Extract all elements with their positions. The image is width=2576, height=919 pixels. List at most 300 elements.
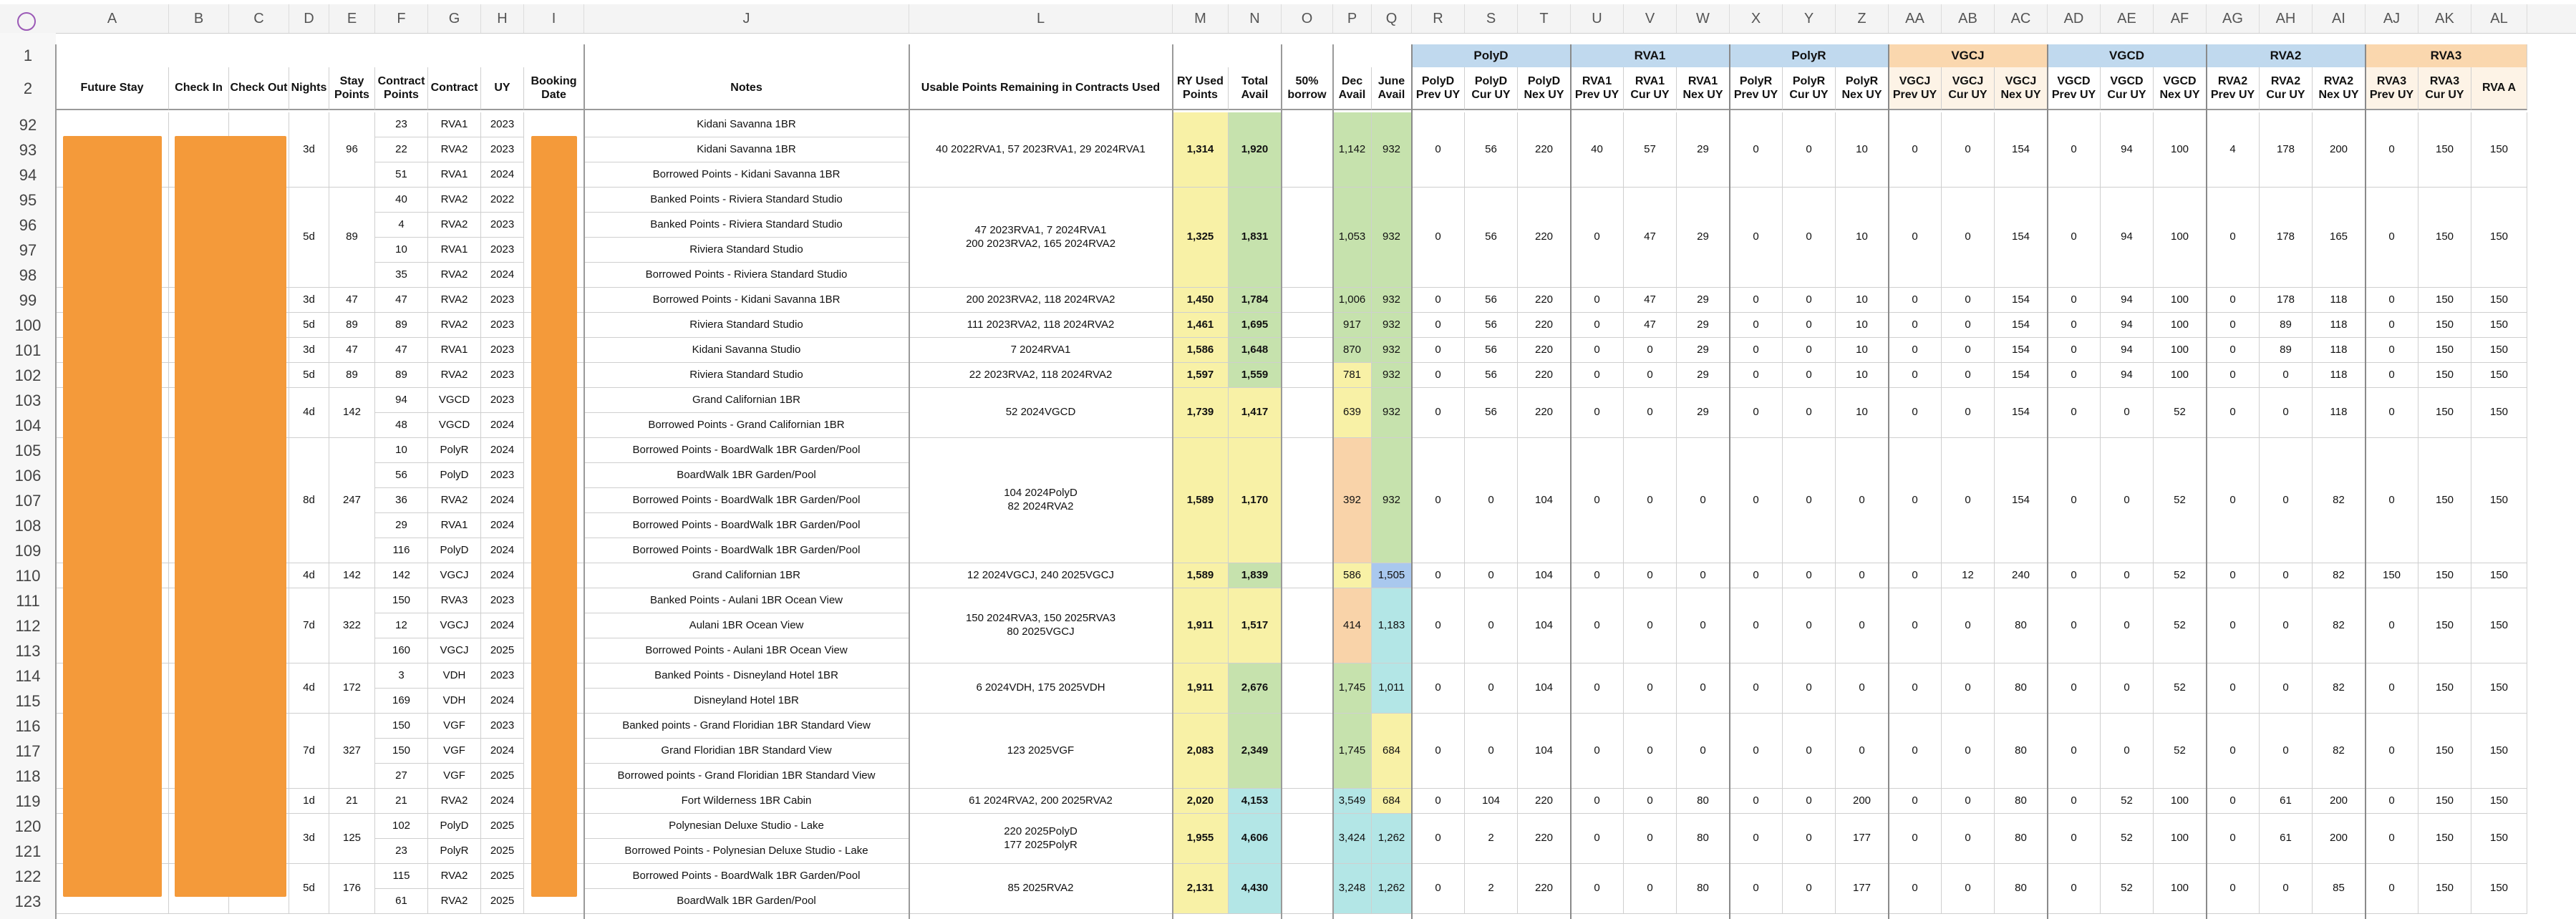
contract-balance-cell[interactable]: 94 [2101, 288, 2154, 313]
contract-balance-cell[interactable]: 0 [1571, 663, 1624, 714]
contract-balance-cell[interactable]: 100 [2154, 814, 2207, 864]
stay-points-cell[interactable]: 142 [329, 563, 375, 588]
contract-balance-cell[interactable]: 82 [2313, 438, 2366, 563]
row-number[interactable]: 121 [14, 842, 42, 860]
contract-balance-cell[interactable]: 104 [1518, 663, 1571, 714]
header-cell[interactable]: VGCD Nex UY [2154, 67, 2207, 110]
header-cell[interactable]: Contract Points [375, 67, 428, 110]
contract-balance-cell[interactable]: 29 [1677, 363, 1730, 388]
column-header[interactable]: X [1730, 4, 1783, 33]
ry-used-points-cell[interactable]: 1,597 [1173, 363, 1229, 388]
column-header[interactable]: AB [1942, 4, 1995, 33]
contract-balance-cell[interactable]: 80 [1995, 588, 2048, 663]
contract-balance-cell[interactable]: 0 [1677, 563, 1730, 588]
borrow-cell[interactable] [1282, 563, 1333, 588]
contract-balance-cell[interactable]: 0 [1889, 789, 1942, 814]
contract-balance-cell[interactable]: 80 [1677, 864, 1730, 914]
uy-cell[interactable]: 2023 [481, 313, 524, 338]
contract-cell[interactable]: PolyR [428, 438, 481, 463]
contract-balance-cell[interactable]: 12 [1942, 563, 1995, 588]
contract-balance-cell[interactable]: 177 [1836, 814, 1889, 864]
contract-balance-cell[interactable]: 118 [2313, 388, 2366, 438]
contract-cell[interactable]: VGCJ [428, 638, 481, 663]
contract-balance-cell[interactable]: 0 [1571, 388, 1624, 438]
header-cell[interactable]: RVA1 Cur UY [1624, 67, 1677, 110]
notes-cell[interactable]: Grand Californian 1BR [584, 563, 909, 588]
june-avail-cell[interactable]: 932 [1372, 338, 1412, 363]
contract-balance-cell[interactable]: 0 [1677, 588, 1730, 663]
dec-avail-cell[interactable]: 3,549 [1333, 789, 1372, 814]
contract-cell[interactable]: VGF [428, 764, 481, 789]
contract-balance-cell[interactable]: 56 [1465, 313, 1518, 338]
contract-balance-cell[interactable]: 0 [2207, 363, 2260, 388]
header-cell[interactable]: PolyR Prev UY [1730, 67, 1783, 110]
contract-points-cell[interactable]: 47 [375, 338, 428, 363]
contract-balance-cell[interactable]: 0 [1942, 864, 1995, 914]
contract-points-cell[interactable]: 36 [375, 488, 428, 513]
contract-balance-cell[interactable]: 150 [2418, 864, 2471, 914]
borrow-cell[interactable] [1282, 789, 1333, 814]
column-header[interactable]: L [909, 4, 1173, 33]
stay-points-cell[interactable]: 47 [329, 288, 375, 313]
contract-balance-cell[interactable]: 0 [1571, 313, 1624, 338]
june-avail-cell[interactable]: 932 [1372, 313, 1412, 338]
usable-points-cell[interactable]: 47 2023RVA1, 7 2024RVA1 200 2023RVA2, 165 2024RVA2 [909, 188, 1173, 288]
contract-points-cell[interactable]: 23 [375, 112, 428, 137]
dec-avail-cell[interactable]: 414 [1333, 588, 1372, 663]
uy-cell[interactable]: 2025 [481, 764, 524, 789]
contract-balance-cell[interactable]: 150 [2418, 388, 2471, 438]
contract-balance-cell[interactable]: 0 [1889, 338, 1942, 363]
row-number[interactable]: 99 [19, 291, 37, 309]
contract-balance-cell[interactable]: 154 [1995, 112, 2048, 188]
contract-balance-cell[interactable]: 94 [2101, 313, 2154, 338]
column-header[interactable]: AK [2418, 4, 2471, 33]
contract-balance-cell[interactable]: 61 [2260, 814, 2313, 864]
total-avail-cell[interactable]: 1,417 [1229, 388, 1282, 438]
uy-cell[interactable]: 2024 [481, 162, 524, 188]
contract-balance-cell[interactable]: 0 [1412, 588, 1465, 663]
contract-balance-cell[interactable]: 94 [2101, 112, 2154, 188]
contract-balance-cell[interactable]: 10 [1836, 112, 1889, 188]
contract-cell[interactable]: RVA2 [428, 213, 481, 238]
contract-balance-cell[interactable]: 154 [1995, 338, 2048, 363]
stay-points-cell[interactable]: 21 [329, 789, 375, 814]
contract-balance-cell[interactable]: 150 [2418, 438, 2471, 563]
contract-balance-cell[interactable]: 0 [2207, 864, 2260, 914]
contract-balance-cell[interactable]: 82 [2313, 663, 2366, 714]
total-avail-cell[interactable]: 1,559 [1229, 363, 1282, 388]
nights-cell[interactable]: 7d [289, 588, 329, 663]
uy-cell[interactable]: 2023 [481, 238, 524, 263]
uy-cell[interactable]: 2024 [481, 438, 524, 463]
contract-balance-cell[interactable]: 0 [2260, 588, 2313, 663]
header-cell[interactable]: Stay Points [329, 67, 375, 110]
contract-balance-cell[interactable]: 0 [1571, 714, 1624, 789]
uy-cell[interactable]: 2023 [481, 714, 524, 739]
contract-balance-cell[interactable]: 150 [2471, 363, 2527, 388]
uy-cell[interactable]: 2025 [481, 839, 524, 864]
contract-balance-cell[interactable]: 52 [2101, 789, 2154, 814]
uy-cell[interactable]: 2024 [481, 538, 524, 563]
column-header[interactable]: S [1465, 4, 1518, 33]
contract-balance-cell[interactable]: 118 [2313, 288, 2366, 313]
header-cell[interactable]: Contract [428, 67, 481, 110]
stay-points-cell[interactable]: 327 [329, 714, 375, 789]
contract-cell[interactable]: RVA2 [428, 263, 481, 288]
total-avail-cell[interactable]: 1,831 [1229, 188, 1282, 288]
contract-balance-cell[interactable]: 0 [2048, 714, 2101, 789]
contract-balance-cell[interactable]: 0 [1730, 864, 1783, 914]
contract-balance-cell[interactable]: 100 [2154, 288, 2207, 313]
row-number[interactable]: 92 [19, 116, 37, 134]
contract-cell[interactable]: VGCD [428, 388, 481, 413]
column-header[interactable]: AH [2260, 4, 2313, 33]
row-number[interactable]: 120 [14, 817, 42, 835]
stay-points-cell[interactable]: 89 [329, 188, 375, 288]
contract-balance-cell[interactable]: 0 [2366, 663, 2418, 714]
contract-balance-cell[interactable]: 10 [1836, 363, 1889, 388]
contract-balance-cell[interactable]: 0 [1942, 112, 1995, 188]
header-cell[interactable]: RVA1 Prev UY [1571, 67, 1624, 110]
dec-avail-cell[interactable]: 1,745 [1333, 663, 1372, 714]
contract-balance-cell[interactable]: 150 [2471, 588, 2527, 663]
contract-balance-cell[interactable]: 0 [1783, 814, 1836, 864]
contract-balance-cell[interactable]: 0 [2207, 563, 2260, 588]
row-number[interactable]: 123 [14, 893, 42, 910]
contract-balance-cell[interactable]: 154 [1995, 363, 2048, 388]
contract-balance-cell[interactable]: 0 [2366, 864, 2418, 914]
contract-points-cell[interactable]: 48 [375, 413, 428, 438]
row-number[interactable]: 115 [15, 692, 41, 710]
notes-cell[interactable]: BoardWalk 1BR Garden/Pool [584, 463, 909, 488]
contract-balance-cell[interactable]: 0 [1465, 438, 1518, 563]
contract-balance-cell[interactable]: 0 [1624, 814, 1677, 864]
stay-points-cell[interactable]: 125 [329, 814, 375, 864]
contract-balance-cell[interactable]: 0 [2260, 663, 2313, 714]
column-header[interactable]: O [1282, 4, 1333, 33]
contract-points-cell[interactable]: 21 [375, 789, 428, 814]
contract-balance-cell[interactable]: 0 [1465, 563, 1518, 588]
notes-cell[interactable]: Banked Points - Disneyland Hotel 1BR [584, 663, 909, 689]
uy-cell[interactable]: 2024 [481, 563, 524, 588]
contract-balance-cell[interactable]: 104 [1518, 563, 1571, 588]
borrow-cell[interactable] [1282, 714, 1333, 789]
contract-balance-cell[interactable]: 0 [1730, 188, 1783, 288]
column-header[interactable]: F [375, 4, 428, 33]
total-avail-cell[interactable]: 1,839 [1229, 563, 1282, 588]
contract-balance-cell[interactable]: 0 [1783, 112, 1836, 188]
header-cell[interactable]: VGCD Cur UY [2101, 67, 2154, 110]
borrow-cell[interactable] [1282, 188, 1333, 288]
contract-balance-cell[interactable]: 0 [1889, 363, 1942, 388]
header-cell[interactable]: VGCJ Nex UY [1995, 67, 2048, 110]
contract-balance-cell[interactable]: 0 [1730, 714, 1783, 789]
contract-balance-cell[interactable]: 0 [1730, 388, 1783, 438]
header-cell[interactable]: 50% borrow [1282, 67, 1333, 110]
contract-balance-cell[interactable]: 154 [1995, 188, 2048, 288]
contract-cell[interactable]: RVA1 [428, 338, 481, 363]
contract-cell[interactable]: PolyD [428, 814, 481, 839]
contract-balance-cell[interactable]: 104 [1465, 789, 1518, 814]
contract-balance-cell[interactable]: 56 [1465, 112, 1518, 188]
dec-avail-cell[interactable]: 1,006 [1333, 288, 1372, 313]
notes-cell[interactable]: Banked Points - Aulani 1BR Ocean View [584, 588, 909, 613]
contract-balance-cell[interactable]: 56 [1465, 188, 1518, 288]
contract-balance-cell[interactable]: 0 [2048, 663, 2101, 714]
contract-balance-cell[interactable]: 47 [1624, 288, 1677, 313]
borrow-cell[interactable] [1282, 313, 1333, 338]
contract-balance-cell[interactable]: 29 [1677, 188, 1730, 288]
contract-balance-cell[interactable]: 82 [2313, 563, 2366, 588]
contract-balance-cell[interactable]: 150 [2471, 864, 2527, 914]
contract-balance-cell[interactable]: 104 [1518, 588, 1571, 663]
contract-balance-cell[interactable]: 0 [1889, 814, 1942, 864]
borrow-cell[interactable] [1282, 814, 1333, 864]
contract-balance-cell[interactable]: 40 [1571, 112, 1624, 188]
contract-cell[interactable]: RVA1 [428, 238, 481, 263]
header-cell[interactable]: Nights [289, 67, 329, 110]
contract-points-cell[interactable]: 47 [375, 288, 428, 313]
contract-balance-cell[interactable]: 52 [2154, 588, 2207, 663]
contract-balance-cell[interactable]: 0 [1889, 112, 1942, 188]
contract-balance-cell[interactable]: 29 [1677, 338, 1730, 363]
contract-points-cell[interactable]: 160 [375, 638, 428, 663]
contract-balance-cell[interactable]: 150 [2471, 663, 2527, 714]
header-cell[interactable]: VGCJ Prev UY [1889, 67, 1942, 110]
column-header[interactable]: A [56, 4, 169, 33]
header-cell[interactable]: RVA1 Nex UY [1677, 67, 1730, 110]
group-header[interactable]: PolyD [1412, 44, 1571, 67]
contract-balance-cell[interactable]: 200 [2313, 814, 2366, 864]
column-header[interactable]: Q [1372, 4, 1412, 33]
usable-points-cell[interactable]: 7 2024RVA1 [909, 338, 1173, 363]
contract-points-cell[interactable]: 22 [375, 137, 428, 162]
contract-balance-cell[interactable]: 0 [2366, 789, 2418, 814]
contract-points-cell[interactable]: 4 [375, 213, 428, 238]
contract-balance-cell[interactable]: 0 [1412, 313, 1465, 338]
ry-used-points-cell[interactable]: 1,450 [1173, 288, 1229, 313]
row-number[interactable]: 93 [19, 141, 37, 159]
contract-balance-cell[interactable]: 0 [1730, 288, 1783, 313]
contract-balance-cell[interactable]: 0 [1783, 714, 1836, 789]
row-number[interactable]: 114 [15, 667, 41, 685]
contract-balance-cell[interactable]: 0 [1624, 388, 1677, 438]
column-header[interactable]: Z [1836, 4, 1889, 33]
contract-balance-cell[interactable]: 220 [1518, 313, 1571, 338]
contract-balance-cell[interactable]: 150 [2418, 363, 2471, 388]
column-header[interactable]: G [428, 4, 481, 33]
usable-points-cell[interactable]: 123 2025VGF [909, 714, 1173, 789]
contract-points-cell[interactable]: 23 [375, 839, 428, 864]
contract-balance-cell[interactable]: 150 [2471, 338, 2527, 363]
uy-cell[interactable]: 2023 [481, 588, 524, 613]
contract-balance-cell[interactable]: 0 [1783, 789, 1836, 814]
contract-balance-cell[interactable]: 0 [2207, 663, 2260, 714]
usable-points-cell[interactable]: 85 2025RVA2 [909, 864, 1173, 914]
contract-balance-cell[interactable]: 0 [1412, 438, 1465, 563]
notes-cell[interactable]: Borrowed Points - BoardWalk 1BR Garden/Pool [584, 438, 909, 463]
contract-balance-cell[interactable]: 220 [1518, 388, 1571, 438]
contract-balance-cell[interactable]: 100 [2154, 338, 2207, 363]
header-cell[interactable]: RVA3 Cur UY [2418, 67, 2471, 110]
contract-balance-cell[interactable]: 85 [2313, 864, 2366, 914]
header-cell[interactable]: UY [481, 67, 524, 110]
column-header[interactable]: AG [2207, 4, 2260, 33]
contract-balance-cell[interactable]: 220 [1518, 789, 1571, 814]
ry-used-points-cell[interactable]: 1,911 [1173, 663, 1229, 714]
contract-balance-cell[interactable]: 0 [1730, 588, 1783, 663]
header-cell[interactable]: Total Avail [1229, 67, 1282, 110]
contract-balance-cell[interactable]: 104 [1518, 714, 1571, 789]
contract-points-cell[interactable]: 142 [375, 563, 428, 588]
contract-balance-cell[interactable]: 0 [1412, 864, 1465, 914]
contract-balance-cell[interactable]: 0 [1889, 188, 1942, 288]
total-avail-cell[interactable]: 1,695 [1229, 313, 1282, 338]
contract-balance-cell[interactable]: 0 [1624, 563, 1677, 588]
contract-balance-cell[interactable]: 29 [1677, 112, 1730, 188]
contract-balance-cell[interactable]: 0 [1889, 588, 1942, 663]
contract-balance-cell[interactable]: 150 [2471, 714, 2527, 789]
contract-balance-cell[interactable]: 0 [1783, 864, 1836, 914]
contract-balance-cell[interactable]: 2 [1465, 814, 1518, 864]
contract-balance-cell[interactable]: 178 [2260, 188, 2313, 288]
row-number[interactable]: 1 [23, 47, 33, 64]
contract-balance-cell[interactable]: 0 [1942, 363, 1995, 388]
contract-balance-cell[interactable]: 0 [2207, 789, 2260, 814]
stay-points-cell[interactable]: 89 [329, 313, 375, 338]
contract-balance-cell[interactable]: 0 [1571, 789, 1624, 814]
contract-balance-cell[interactable]: 0 [1942, 814, 1995, 864]
contract-balance-cell[interactable]: 0 [1624, 438, 1677, 563]
column-header[interactable]: B [169, 4, 229, 33]
uy-cell[interactable]: 2025 [481, 864, 524, 889]
contract-balance-cell[interactable]: 29 [1677, 288, 1730, 313]
contract-balance-cell[interactable]: 0 [1783, 363, 1836, 388]
notes-cell[interactable]: Aulani 1BR Ocean View [584, 613, 909, 638]
contract-cell[interactable]: VGF [428, 739, 481, 764]
contract-balance-cell[interactable]: 220 [1518, 112, 1571, 188]
contract-balance-cell[interactable]: 118 [2313, 338, 2366, 363]
uy-cell[interactable]: 2025 [481, 889, 524, 914]
row-number[interactable]: 112 [15, 617, 41, 635]
nights-cell[interactable]: 3d [289, 338, 329, 363]
row-number[interactable]: 2 [23, 79, 33, 97]
nights-cell[interactable]: 5d [289, 363, 329, 388]
contract-balance-cell[interactable]: 0 [2366, 438, 2418, 563]
contract-balance-cell[interactable]: 100 [2154, 363, 2207, 388]
notes-cell[interactable]: Borrowed Points - BoardWalk 1BR Garden/Pool [584, 864, 909, 889]
contract-cell[interactable]: RVA2 [428, 864, 481, 889]
borrow-cell[interactable] [1282, 363, 1333, 388]
contract-cell[interactable]: RVA2 [428, 488, 481, 513]
contract-balance-cell[interactable]: 0 [2101, 714, 2154, 789]
contract-balance-cell[interactable]: 0 [2260, 714, 2313, 789]
stay-points-cell[interactable]: 247 [329, 438, 375, 563]
notes-cell[interactable]: Borrowed Points - Grand Californian 1BR [584, 413, 909, 438]
stay-points-cell[interactable]: 176 [329, 864, 375, 914]
contract-balance-cell[interactable]: 154 [1995, 288, 2048, 313]
uy-cell[interactable]: 2023 [481, 112, 524, 137]
contract-balance-cell[interactable]: 0 [1942, 588, 1995, 663]
notes-cell[interactable]: Banked Points - Riviera Standard Studio [584, 188, 909, 213]
ry-used-points-cell[interactable]: 1,589 [1173, 438, 1229, 563]
contract-cell[interactable]: VGCD [428, 413, 481, 438]
contract-balance-cell[interactable]: 165 [2313, 188, 2366, 288]
contract-balance-cell[interactable]: 0 [1942, 313, 1995, 338]
column-header[interactable]: AC [1995, 4, 2048, 33]
row-number[interactable]: 109 [14, 542, 42, 560]
notes-cell[interactable]: Borrowed Points - Riviera Standard Studio [584, 263, 909, 288]
notes-cell[interactable]: Borrowed Points - BoardWalk 1BR Garden/Pool [584, 488, 909, 513]
notes-cell[interactable]: Grand Floridian 1BR Standard View [584, 739, 909, 764]
notes-cell[interactable]: Borrowed Points - Kidani Savanna 1BR [584, 162, 909, 188]
contract-balance-cell[interactable]: 56 [1465, 388, 1518, 438]
contract-cell[interactable]: RVA2 [428, 313, 481, 338]
usable-points-cell[interactable]: 40 2022RVA1, 57 2023RVA1, 29 2024RVA1 [909, 112, 1173, 188]
contract-balance-cell[interactable]: 0 [1889, 288, 1942, 313]
contract-cell[interactable]: RVA2 [428, 288, 481, 313]
row-number[interactable]: 113 [15, 642, 41, 660]
contract-points-cell[interactable]: 51 [375, 162, 428, 188]
notes-cell[interactable]: Borrowed Points - Aulani 1BR Ocean View [584, 638, 909, 663]
contract-balance-cell[interactable]: 0 [1412, 112, 1465, 188]
notes-cell[interactable]: Borrowed Points - BoardWalk 1BR Garden/Pool [584, 538, 909, 563]
contract-balance-cell[interactable]: 0 [1677, 663, 1730, 714]
contract-balance-cell[interactable]: 0 [1412, 188, 1465, 288]
uy-cell[interactable]: 2024 [481, 689, 524, 714]
contract-balance-cell[interactable]: 150 [2418, 338, 2471, 363]
row-number[interactable]: 107 [14, 492, 42, 510]
contract-balance-cell[interactable]: 0 [2366, 112, 2418, 188]
contract-balance-cell[interactable]: 29 [1677, 388, 1730, 438]
column-header[interactable]: AA [1889, 4, 1942, 33]
contract-points-cell[interactable]: 40 [375, 188, 428, 213]
notes-cell[interactable]: Polynesian Deluxe Studio - Lake [584, 814, 909, 839]
usable-points-cell[interactable]: 220 2025PolyD 177 2025PolyR [909, 814, 1173, 864]
column-header[interactable]: U [1571, 4, 1624, 33]
header-cell[interactable]: Booking Date [524, 67, 584, 110]
contract-balance-cell[interactable]: 0 [1783, 388, 1836, 438]
contract-cell[interactable]: RVA1 [428, 112, 481, 137]
contract-balance-cell[interactable]: 0 [2207, 188, 2260, 288]
contract-points-cell[interactable]: 29 [375, 513, 428, 538]
contract-balance-cell[interactable]: 200 [2313, 789, 2366, 814]
contract-balance-cell[interactable]: 150 [2471, 288, 2527, 313]
ry-used-points-cell[interactable]: 1,461 [1173, 313, 1229, 338]
contract-cell[interactable]: RVA1 [428, 513, 481, 538]
total-avail-cell[interactable]: 4,430 [1229, 864, 1282, 914]
contract-balance-cell[interactable]: 56 [1465, 338, 1518, 363]
contract-balance-cell[interactable]: 0 [1465, 663, 1518, 714]
contract-cell[interactable]: VGCJ [428, 613, 481, 638]
ry-used-points-cell[interactable]: 1,325 [1173, 188, 1229, 288]
contract-balance-cell[interactable]: 118 [2313, 313, 2366, 338]
nights-cell[interactable]: 5d [289, 188, 329, 288]
contract-balance-cell[interactable]: 0 [1730, 112, 1783, 188]
header-cell[interactable]: RVA2 Prev UY [2207, 67, 2260, 110]
contract-balance-cell[interactable]: 0 [2048, 563, 2101, 588]
contract-balance-cell[interactable]: 0 [2101, 563, 2154, 588]
contract-cell[interactable]: RVA2 [428, 363, 481, 388]
contract-balance-cell[interactable]: 0 [2048, 789, 2101, 814]
contract-points-cell[interactable]: 150 [375, 714, 428, 739]
column-header[interactable]: Y [1783, 4, 1836, 33]
row-number[interactable]: 117 [15, 742, 41, 760]
contract-balance-cell[interactable]: 82 [2313, 588, 2366, 663]
contract-balance-cell[interactable]: 150 [2418, 288, 2471, 313]
group-header[interactable]: PolyR [1730, 44, 1889, 67]
